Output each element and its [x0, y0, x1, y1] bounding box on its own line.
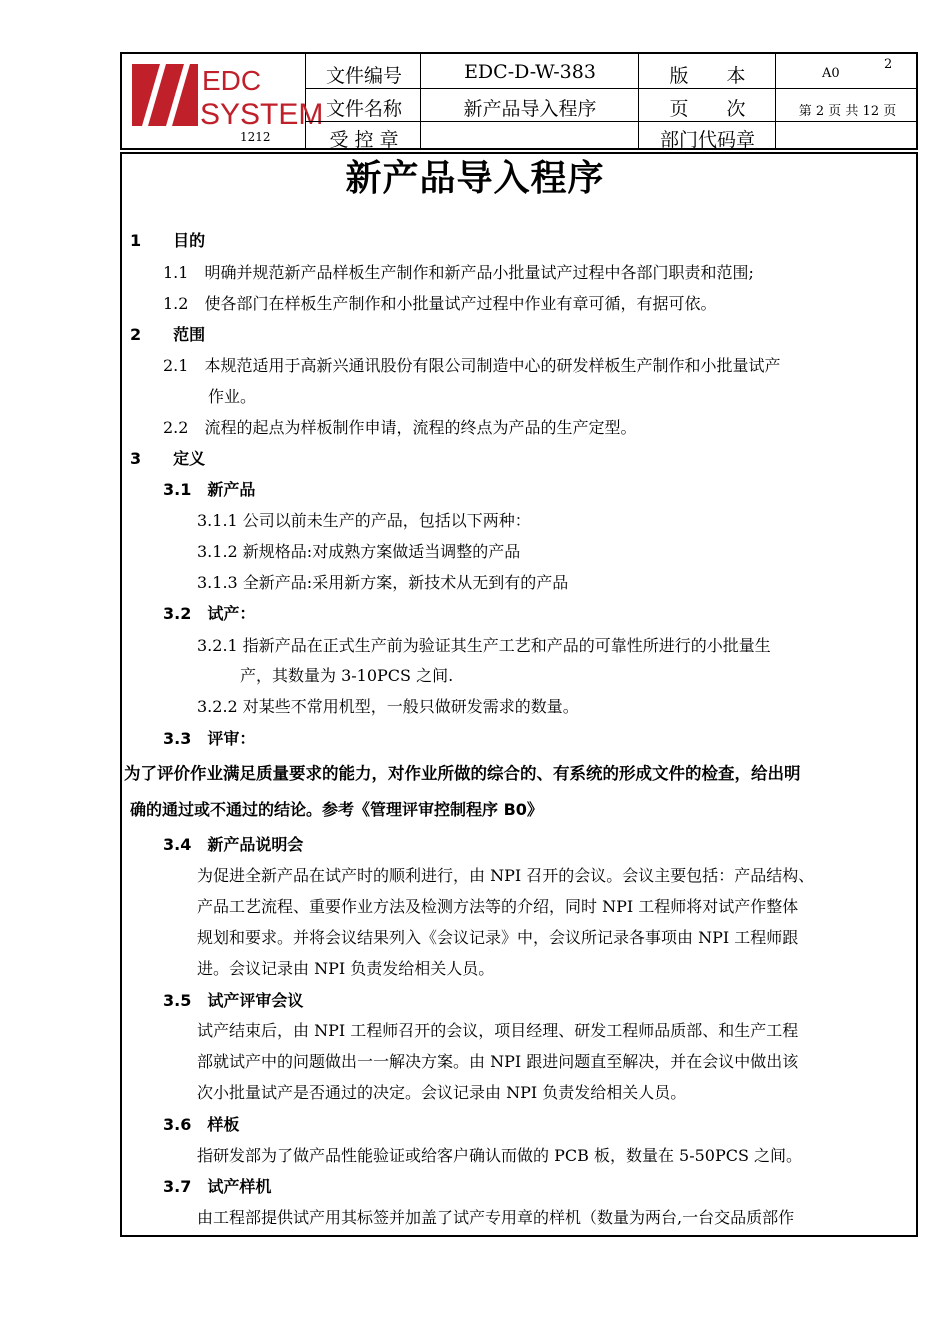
logo-serial: 1212	[240, 130, 271, 144]
item-3-2-1: 3.2.1 指新产品在正式生产前为验证其生产工艺和产品的可靠性所进行的小批量生	[197, 636, 771, 655]
item-3-4-text-1: 为促进全新产品在试产时的顺利进行，由 NPI 召开的会议。会议主要包括：产品结构、	[197, 866, 815, 885]
label-dept-code: 部门代码章	[659, 129, 755, 151]
item-2-1: 2.1 本规范适用于高新兴通讯股份有限公司制造中心的研发样板生产制作和小批量试产	[163, 356, 781, 375]
label-doc-no: 文件编号	[325, 65, 402, 87]
logo-text-edc: EDC	[202, 65, 262, 96]
item-3-1-3: 3.1.3 全新产品:采用新方案，新技术从无到有的产品	[197, 573, 569, 592]
item-3-6-text: 指研发部为了做产品性能验证或给客户确认而做的 PCB 板，数量在 5-50PCS 之间。	[197, 1146, 803, 1165]
item-3-7-text: 由工程部提供试产用其标签并加盖了试产专用章的样机（数量为两台,一台交品质部作	[197, 1208, 795, 1227]
label-stamp: 受 控 章	[329, 129, 399, 151]
item-3-4-text-2: 产品工艺流程、重要作业方法及检测方法等的介绍，同时 NPI 工程师将对试产作整体	[197, 897, 799, 916]
item-3-3-text-1: 为了评价作业满足质量要求的能力，对作业所做的综合的、有系统的形成文件的检查，给出明	[124, 764, 801, 783]
item-3-3: 3.3 评审：	[163, 729, 256, 748]
section-3-heading: 3 定义	[130, 449, 206, 468]
label-page: 页 次	[669, 98, 746, 120]
item-2-1-cont: 作业。	[208, 387, 257, 406]
page-title: 新产品导入程序	[345, 158, 605, 199]
item-3-5-text-2: 部就试产中的问题做出一一解决方案。由 NPI 跟进问题直至解决，并在会议中做出该	[197, 1052, 799, 1071]
item-3-1-1: 3.1.1 公司以前未生产的产品，包括以下两种：	[197, 511, 531, 530]
company-logo	[122, 54, 324, 150]
item-2-2: 2.2 流程的起点为样板制作申请，流程的终点为产品的生产定型。	[163, 418, 637, 437]
item-3-6: 3.6 样板	[163, 1115, 240, 1134]
item-3-3-text-2: 确的通过或不通过的结论。参考《管理评审控制程序 B0》	[130, 800, 543, 819]
item-3-4-text-4: 进。会议记录由 NPI 负责发给相关人员。	[197, 959, 495, 978]
version-superscript: 2	[884, 57, 893, 72]
item-3-7: 3.7 试产样机	[163, 1177, 272, 1196]
item-3-4: 3.4 新产品说明会	[163, 835, 304, 854]
version-value: A0	[822, 66, 840, 81]
content-frame	[120, 152, 918, 1237]
section-1-heading: 1 目的	[130, 231, 206, 250]
section-2-heading: 2 范围	[130, 325, 206, 344]
item-3-5: 3.5 试产评审会议	[163, 991, 304, 1010]
page-value: 第 2 页 共 12 页	[798, 104, 897, 119]
item-3-2-2: 3.2.2 对某些不常用机型，一般只做研发需求的数量。	[197, 697, 579, 716]
label-version: 版 本	[669, 65, 746, 87]
item-1-1: 1.1 明确并规范新产品样板生产制作和新产品小批量试产过程中各部门职责和范围;	[163, 263, 754, 282]
label-doc-name: 文件名称	[325, 98, 402, 120]
document-header	[120, 52, 918, 150]
doc-name-value: 新产品导入程序	[463, 98, 597, 120]
item-3-2-1-cont: 产，其数量为 3-10PCS 之间.	[240, 666, 454, 685]
item-3-5-text-3: 次小批量试产是否通过的决定。会议记录由 NPI 负责发给相关人员。	[197, 1083, 687, 1102]
logo-text-system: SYSTEM	[200, 98, 324, 131]
item-3-1: 3.1 新产品	[163, 480, 256, 499]
item-1-2: 1.2 使各部门在样板生产制作和小批量试产过程中作业有章可循，有据可依。	[163, 294, 717, 313]
edc-system-logo-icon	[122, 54, 324, 150]
item-3-1-2: 3.1.2 新规格品:对成熟方案做适当调整的产品	[197, 542, 521, 561]
item-3-4-text-3: 规划和要求。并将会议结果列入《会议记录》中，会议所记录各事项由 NPI 工程师跟	[197, 928, 799, 947]
item-3-5-text-1: 试产结束后，由 NPI 工程师召开的会议，项目经理、研发工程师品质部、和生产工程	[197, 1021, 799, 1040]
doc-no-value: EDC-D-W-383	[464, 61, 596, 83]
item-3-2: 3.2 试产：	[163, 604, 256, 623]
